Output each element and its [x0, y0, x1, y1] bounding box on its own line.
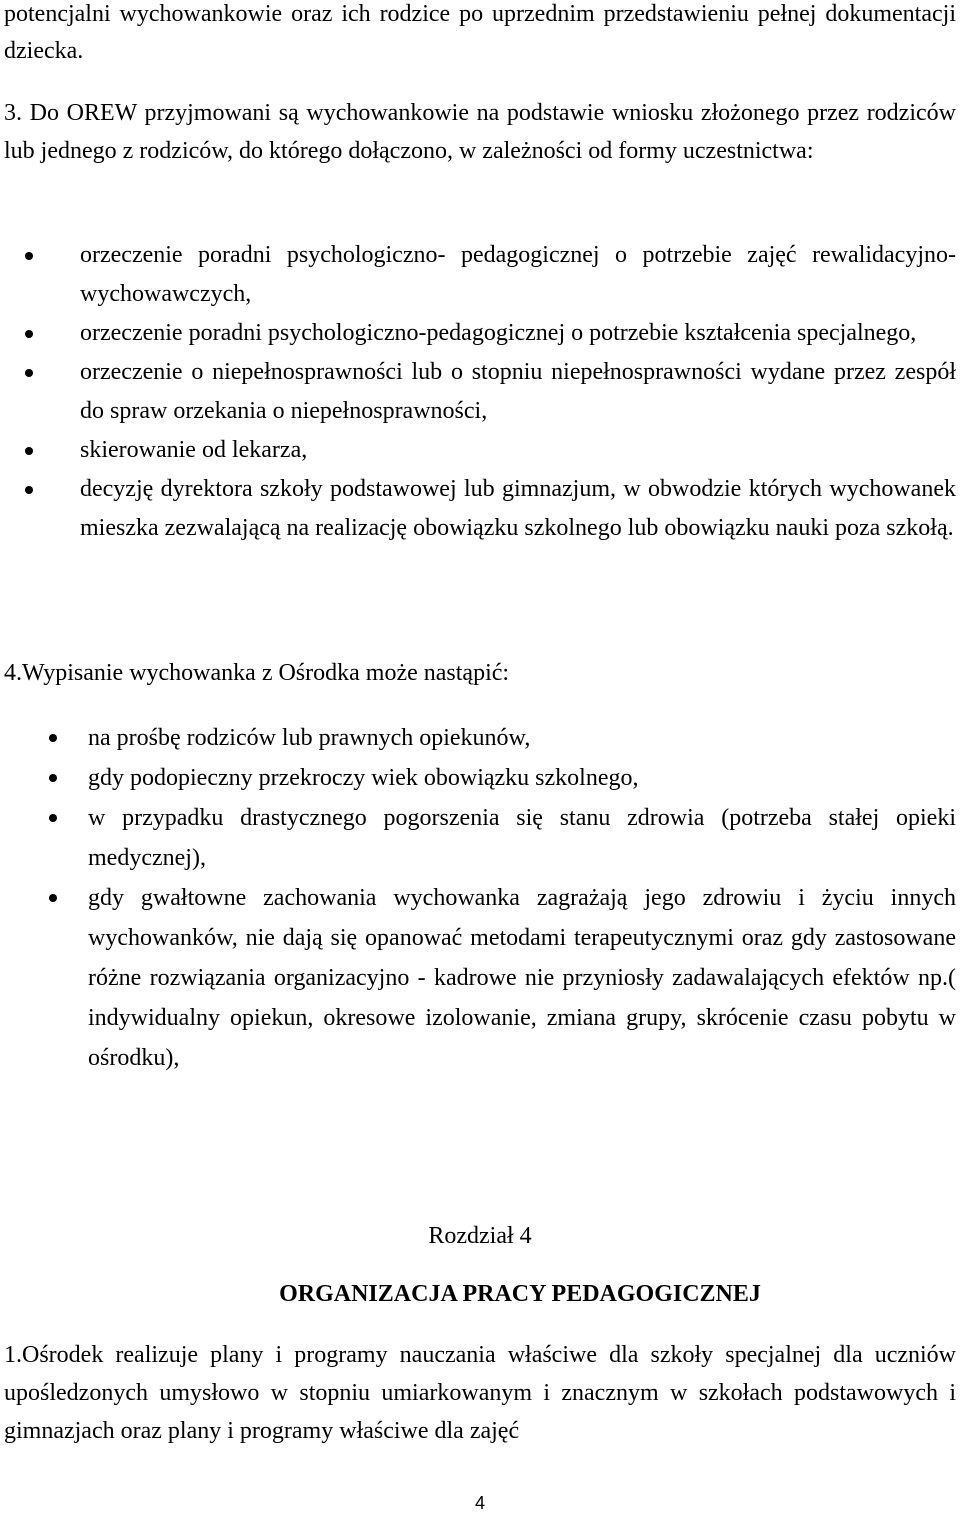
bullet-icon	[49, 774, 57, 782]
chapter-number: Rozdział 4	[428, 1223, 532, 1249]
list-item-text: gdy podopieczny przekroczy wiek obowiązku szkolnego,	[88, 765, 639, 791]
list-item-text: gdy gwałtowne zachowania wychowanka zagrażają jego zdrowiu i życiu innych wychowanków, nie dają się opanować metodami terapeutycznymi oraz gdy zastosowane różne rozwiązania organizacyjno - kadrowe nie przyniosły zadawalających efektów np.( indywidualny opiekun, okresowe izolowanie, zmiana grupy, skrócenie czasu pobytu w ośrodku),	[88, 885, 956, 1071]
list-item	[80, 236, 956, 314]
list-item	[80, 314, 956, 353]
bullet-icon	[49, 734, 57, 742]
chapter-section-1-paragraph: 1.Ośrodek realizuje plany i programy nauczania właściwe dla szkoły specjalnej dla uczniów upośledzonych umysłowo w stopniu umiarkowanym i znacznym w szkołach podstawowych i gimnazjach oraz plany i programy właściwe dla zajęć	[4, 1342, 956, 1444]
list-item-text: w przypadku drastycznego pogorszenia się stanu zdrowia (potrzeba stałej opieki medycznej),	[88, 805, 956, 871]
bullet-icon	[25, 252, 33, 260]
bullet-icon	[25, 486, 33, 494]
list-item-text: orzeczenie poradni psychologiczno-pedagogicznej o potrzebie kształcenia specjalnego,	[80, 320, 917, 346]
chapter-title: ORGANIZACJA PRACY PEDAGOGICZNEJ	[279, 1281, 761, 1307]
section-3-paragraph: 3. Do OREW przyjmowani są wychowankowie na podstawie wniosku złożonego przez rodziców lub jednego z rodziców, do którego dołączono, w zależności od formy uczestnictwa:	[4, 100, 956, 164]
discharge-conditions-list	[88, 718, 956, 1078]
list-item	[88, 758, 956, 798]
list-item	[88, 878, 956, 1078]
list-item	[80, 353, 956, 431]
list-item	[88, 718, 956, 758]
list-item	[88, 798, 956, 878]
intro-paragraph: potencjalni wychowankowie oraz ich rodzice po uprzednim przedstawieniu pełnej dokumentacji dziecka.	[4, 1, 956, 64]
list-item	[80, 470, 956, 548]
bullet-icon	[49, 894, 57, 902]
list-item	[80, 431, 956, 470]
list-item-text: orzeczenie poradni psychologiczno- pedagogicznej o potrzebie zajęć rewalidacyjno- wychowawczych,	[80, 242, 956, 307]
list-item-text: skierowanie od lekarza,	[80, 437, 308, 463]
list-item-text: orzeczenie o niepełnosprawności lub o stopniu niepełnosprawności wydane przez zespół do spraw orzekania o niepełnosprawności,	[80, 359, 956, 424]
section-4-paragraph: 4.Wypisanie wychowanka z Ośrodka może nastąpić:	[4, 660, 510, 686]
admission-documents-list	[80, 236, 956, 548]
list-item-text: decyzję dyrektora szkoły podstawowej lub gimnazjum, w obwodzie których wychowanek mieszka zezwalającą na realizację obowiązku szkolnego lub obowiązku nauki poza szkołą.	[80, 476, 956, 541]
bullet-icon	[25, 447, 33, 455]
bullet-icon	[25, 330, 33, 338]
page-number: 4	[474, 1493, 485, 1513]
bullet-icon	[49, 814, 57, 822]
list-item-text: na prośbę rodziców lub prawnych opiekunów,	[88, 725, 531, 751]
bullet-icon	[25, 369, 33, 377]
